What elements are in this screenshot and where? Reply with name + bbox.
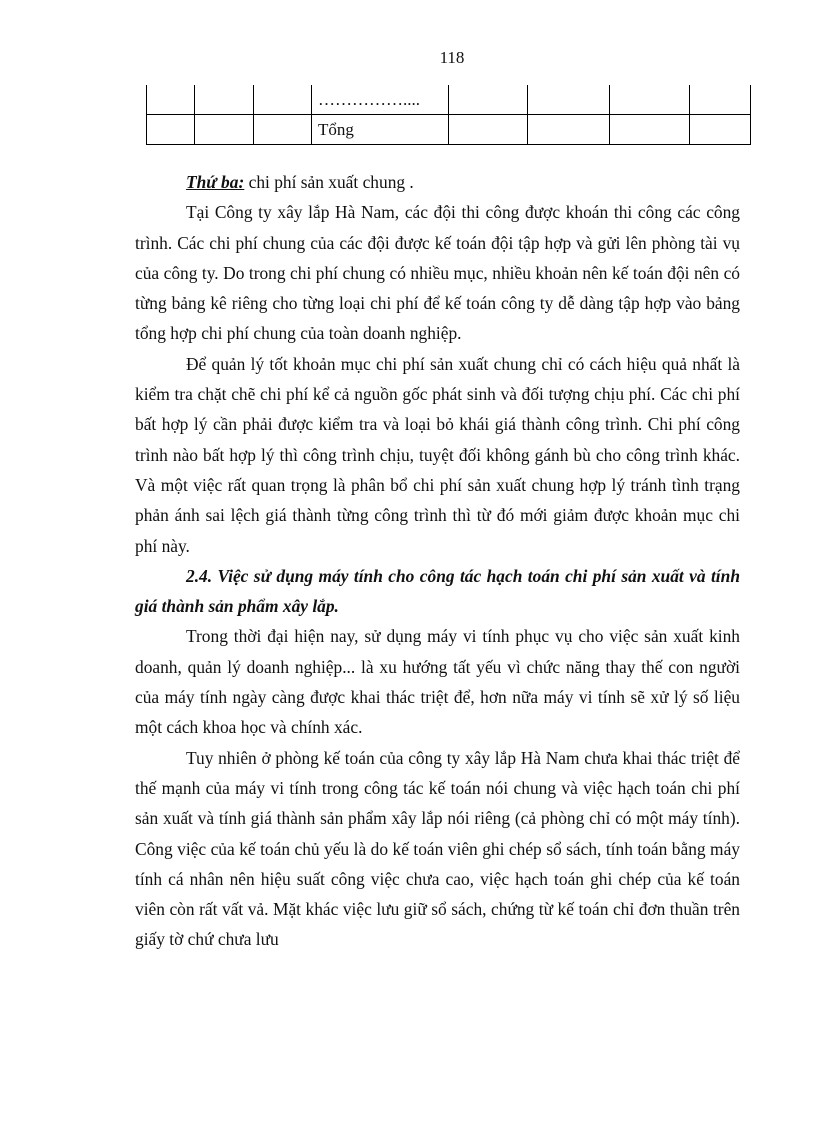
table-cell: ……………....	[312, 85, 449, 115]
paragraph: Tuy nhiên ở phòng kế toán của công ty xây lắp Hà Nam chưa khai thác triệt để thế mạnh của máy vi tính trong công tác kế toán nói chung và việc hạch toán chi phí sản xuất và tính giá thành sản phẩm xây lắp nói riêng (cả phòng chỉ có một máy tính). Công việc của kế toán chủ yếu là do kế toán viên ghi chép sổ sách, tính toán bằng máy tính cá nhân nên hiệu suất công việc chưa cao, việc hạch toán ghi chép của kế toán viên còn rất vất vả. Mặt khác việc lưu giữ sổ sách, chứng từ kế toán chỉ đơn thuần trên giấy tờ chứ chưa lưu	[135, 747, 740, 950]
subsection-heading: 2.4. Việc sử dụng máy tính cho công tác hạch toán chi phí sản xuất và tính giá thành sản phẩm xây lắp.	[135, 565, 740, 617]
table-cell	[195, 115, 254, 145]
table-cell	[528, 85, 610, 115]
table-cell	[254, 85, 312, 115]
table-cell	[610, 85, 690, 115]
table-cell	[195, 85, 254, 115]
table-cell	[528, 115, 610, 145]
table-cell	[690, 115, 751, 145]
table-row	[147, 85, 751, 115]
paragraph: Trong thời đại hiện nay, sử dụng máy vi tính phục vụ cho việc sản xuất kinh doanh, quản lý doanh nghiệp... là xu hướng tất yếu vì chức năng thay thế con người của máy tính ngày càng được khai thác triệt để, hơn nữa máy vi tính sẽ xử lý số liệu một cách khoa học và chính xác.	[135, 626, 740, 738]
section-lead: Thứ ba:	[186, 172, 245, 192]
table-cell	[449, 115, 528, 145]
document-body	[135, 167, 740, 955]
table-cell	[610, 115, 690, 145]
table-row	[147, 115, 751, 145]
paragraph: Để quản lý tốt khoản mục chi phí sản xuất chung chỉ có cách hiệu quả nhất là kiểm tra chặt chẽ chi phí kể cả nguồn gốc phát sinh và đối tượng chịu phí. Các chi phí bất hợp lý cần phải được kiểm tra và loại bỏ khái giá thành công trình. Chi phí công trình nào bất hợp lý thì công trình chịu, tuyệt đối không gánh bù cho công trình khác. Và một việc rất quan trọng là phân bổ chi phí sản xuất chung hợp lý tránh tình trạng phản ánh sai lệch giá thành từng công trình thì từ đó mới giảm được khoản mục chi phí này.	[135, 353, 740, 556]
page-number: 118	[439, 48, 465, 67]
table-fragment	[146, 85, 751, 145]
table-cell	[147, 115, 195, 145]
table-cell	[690, 85, 751, 115]
table-cell	[449, 85, 528, 115]
table-cell	[147, 85, 195, 115]
section-heading-third	[135, 167, 740, 197]
table-cell: Tổng	[312, 115, 449, 145]
table-cell	[254, 115, 312, 145]
paragraph: Tại Công ty xây lắp Hà Nam, các đội thi công được khoán thi công các công trình. Các chi phí chung của các đội được kế toán đội tập hợp và gửi lên phòng tài vụ của công ty. Do trong chi phí chung có nhiều mục, nhiều khoản nên kế toán đội nên có từng bảng kê riêng cho từng loại chi phí để kế toán công ty dễ dàng tập hợp vào bảng tổng hợp chi phí chung của toàn doanh nghiệp.	[135, 202, 740, 344]
section-title: chi phí sản xuất chung .	[244, 172, 414, 192]
